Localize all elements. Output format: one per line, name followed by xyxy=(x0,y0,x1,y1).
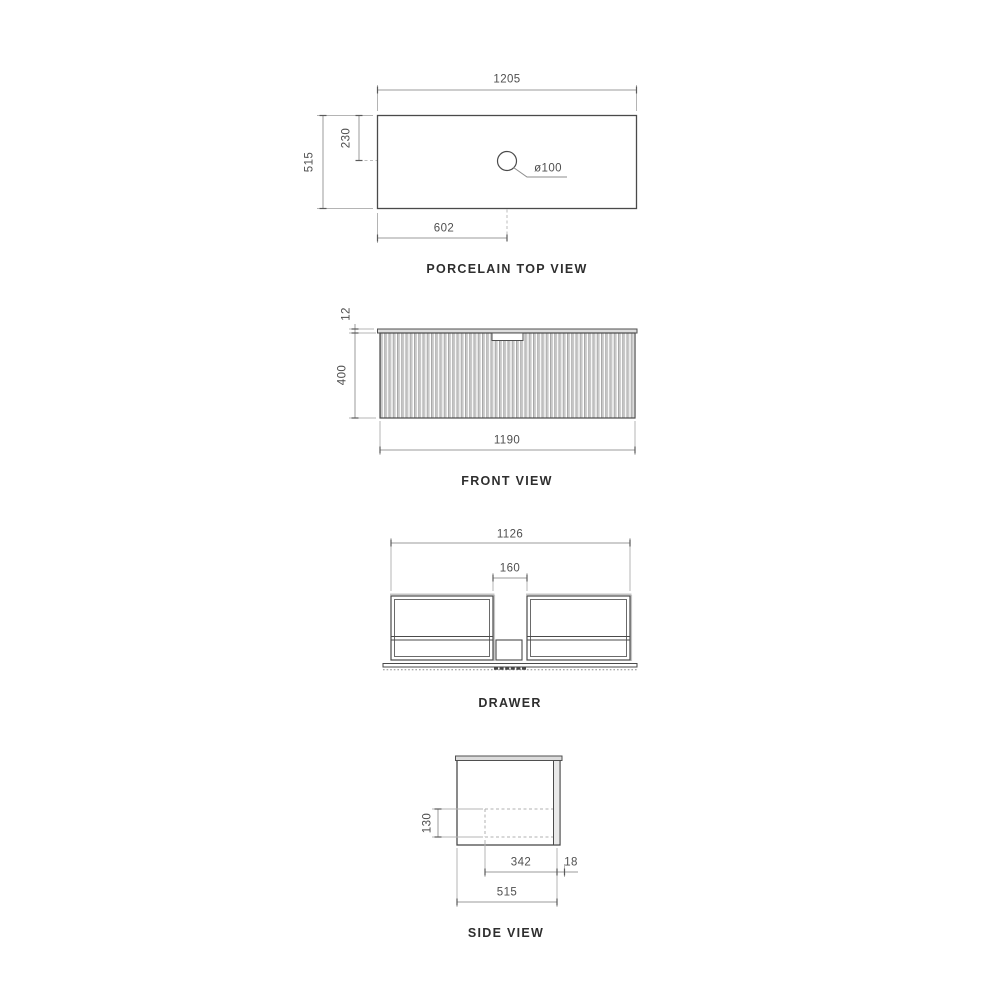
front-countertop-edge xyxy=(378,329,638,333)
dim-label-body-height: 400 xyxy=(336,364,349,386)
front-view-title: FRONT VIEW xyxy=(461,473,553,488)
dim-label-hole-offset-front: 230 xyxy=(340,127,353,149)
top-view-title: PORCELAIN TOP VIEW xyxy=(426,261,588,276)
handle-recess xyxy=(492,333,523,341)
dim-label-side-inner-height: 130 xyxy=(421,812,434,834)
dim-label-hole-offset-left: 602 xyxy=(433,222,455,235)
drawer-center-box xyxy=(496,640,522,660)
dim-label-top-depth: 515 xyxy=(303,151,316,173)
drawer-base-rail xyxy=(383,664,637,668)
drawer-right-box xyxy=(527,596,630,660)
dim-label-hole-diameter: ø100 xyxy=(534,162,562,175)
drawer-view-title: DRAWER xyxy=(478,695,542,710)
dim-label-side-depth: 515 xyxy=(496,886,518,899)
side-view-drawing xyxy=(432,756,578,907)
top-view-drawing xyxy=(317,85,637,243)
dim-label-side-inner-depth: 342 xyxy=(510,856,532,869)
drawer-view-drawing xyxy=(383,538,637,670)
fluted-cabinet-front xyxy=(380,333,635,418)
dim-label-drawer-gap: 160 xyxy=(499,562,521,575)
dim-label-top-width: 1205 xyxy=(493,73,521,86)
side-body-outline xyxy=(457,759,560,845)
drawer-left-box xyxy=(391,596,493,660)
dim-label-side-panel-thickness: 18 xyxy=(564,856,578,869)
side-countertop-edge xyxy=(456,756,563,761)
dim-label-front-width: 1190 xyxy=(493,434,521,447)
side-view-title: SIDE VIEW xyxy=(467,925,545,940)
dim-label-top-thickness: 12 xyxy=(340,307,353,321)
dim-label-drawer-width: 1126 xyxy=(496,528,524,541)
